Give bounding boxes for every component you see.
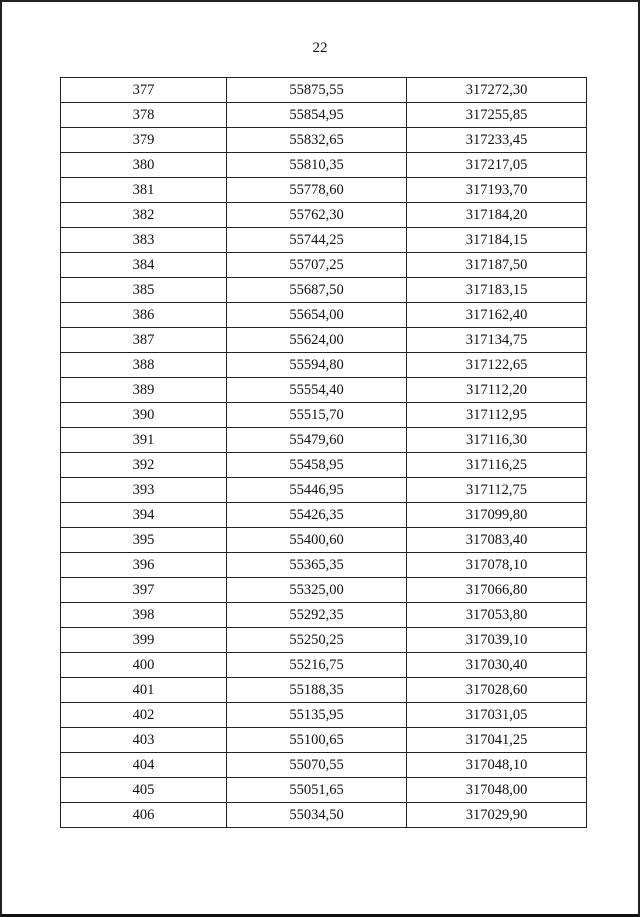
x-coordinate-cell: 55216,75 xyxy=(227,653,407,678)
x-coordinate-cell: 55250,25 xyxy=(227,628,407,653)
table-row xyxy=(61,353,587,378)
y-coordinate-cell: 317078,10 xyxy=(407,553,587,578)
table-row xyxy=(61,478,587,503)
table-row xyxy=(61,578,587,603)
y-coordinate-cell: 317083,40 xyxy=(407,528,587,553)
y-coordinate-cell: 317116,30 xyxy=(407,428,587,453)
y-coordinate-cell: 317048,00 xyxy=(407,778,587,803)
x-coordinate-cell: 55325,00 xyxy=(227,578,407,603)
table-row xyxy=(61,103,587,128)
point-number-cell: 388 xyxy=(61,353,227,378)
point-number-cell: 397 xyxy=(61,578,227,603)
y-coordinate-cell: 317122,65 xyxy=(407,353,587,378)
point-number-cell: 382 xyxy=(61,203,227,228)
x-coordinate-cell: 55744,25 xyxy=(227,228,407,253)
table-row xyxy=(61,128,587,153)
point-number-cell: 403 xyxy=(61,728,227,753)
table-row xyxy=(61,703,587,728)
y-coordinate-cell: 317193,70 xyxy=(407,178,587,203)
table-row xyxy=(61,328,587,353)
point-number-cell: 392 xyxy=(61,453,227,478)
x-coordinate-cell: 55479,60 xyxy=(227,428,407,453)
table-row xyxy=(61,753,587,778)
point-number-cell: 400 xyxy=(61,653,227,678)
x-coordinate-cell: 55446,95 xyxy=(227,478,407,503)
point-number-cell: 404 xyxy=(61,753,227,778)
table-row xyxy=(61,528,587,553)
y-coordinate-cell: 317272,30 xyxy=(407,78,587,103)
y-coordinate-cell: 317184,20 xyxy=(407,203,587,228)
y-coordinate-cell: 317233,45 xyxy=(407,128,587,153)
table-row xyxy=(61,678,587,703)
table-row xyxy=(61,203,587,228)
page-number: 22 xyxy=(312,40,328,56)
x-coordinate-cell: 55400,60 xyxy=(227,528,407,553)
point-number-cell: 384 xyxy=(61,253,227,278)
table-row xyxy=(61,178,587,203)
table-row xyxy=(61,628,587,653)
x-coordinate-cell: 55778,60 xyxy=(227,178,407,203)
y-coordinate-cell: 317030,40 xyxy=(407,653,587,678)
y-coordinate-cell: 317112,95 xyxy=(407,403,587,428)
table-row xyxy=(61,603,587,628)
point-number-cell: 398 xyxy=(61,603,227,628)
coordinates-table-body xyxy=(61,78,587,828)
point-number-cell: 383 xyxy=(61,228,227,253)
table-row xyxy=(61,428,587,453)
table-row xyxy=(61,453,587,478)
point-number-cell: 386 xyxy=(61,303,227,328)
table-row xyxy=(61,553,587,578)
table-row xyxy=(61,653,587,678)
x-coordinate-cell: 55624,00 xyxy=(227,328,407,353)
table-row xyxy=(61,403,587,428)
table-row xyxy=(61,253,587,278)
table-row xyxy=(61,153,587,178)
y-coordinate-cell: 317112,20 xyxy=(407,378,587,403)
y-coordinate-cell: 317116,25 xyxy=(407,453,587,478)
y-coordinate-cell: 317066,80 xyxy=(407,578,587,603)
x-coordinate-cell: 55515,70 xyxy=(227,403,407,428)
x-coordinate-cell: 55188,35 xyxy=(227,678,407,703)
x-coordinate-cell: 55810,35 xyxy=(227,153,407,178)
x-coordinate-cell: 55875,55 xyxy=(227,78,407,103)
y-coordinate-cell: 317187,50 xyxy=(407,253,587,278)
point-number-cell: 406 xyxy=(61,803,227,828)
table-row xyxy=(61,278,587,303)
x-coordinate-cell: 55458,95 xyxy=(227,453,407,478)
point-number-cell: 396 xyxy=(61,553,227,578)
x-coordinate-cell: 55707,25 xyxy=(227,253,407,278)
point-number-cell: 385 xyxy=(61,278,227,303)
point-number-cell: 394 xyxy=(61,503,227,528)
y-coordinate-cell: 317029,90 xyxy=(407,803,587,828)
point-number-cell: 399 xyxy=(61,628,227,653)
point-number-cell: 395 xyxy=(61,528,227,553)
y-coordinate-cell: 317041,25 xyxy=(407,728,587,753)
point-number-cell: 389 xyxy=(61,378,227,403)
y-coordinate-cell: 317031,05 xyxy=(407,703,587,728)
y-coordinate-cell: 317099,80 xyxy=(407,503,587,528)
point-number-cell: 393 xyxy=(61,478,227,503)
y-coordinate-cell: 317048,10 xyxy=(407,753,587,778)
table-row xyxy=(61,803,587,828)
x-coordinate-cell: 55687,50 xyxy=(227,278,407,303)
coordinates-table xyxy=(60,77,587,828)
point-number-cell: 387 xyxy=(61,328,227,353)
point-number-cell: 378 xyxy=(61,103,227,128)
point-number-cell: 390 xyxy=(61,403,227,428)
y-coordinate-cell: 317162,40 xyxy=(407,303,587,328)
x-coordinate-cell: 55426,35 xyxy=(227,503,407,528)
point-number-cell: 405 xyxy=(61,778,227,803)
point-number-cell: 380 xyxy=(61,153,227,178)
table-row xyxy=(61,503,587,528)
x-coordinate-cell: 55832,65 xyxy=(227,128,407,153)
table-row xyxy=(61,728,587,753)
point-number-cell: 381 xyxy=(61,178,227,203)
x-coordinate-cell: 55100,65 xyxy=(227,728,407,753)
x-coordinate-cell: 55762,30 xyxy=(227,203,407,228)
y-coordinate-cell: 317217,05 xyxy=(407,153,587,178)
point-number-cell: 391 xyxy=(61,428,227,453)
y-coordinate-cell: 317028,60 xyxy=(407,678,587,703)
point-number-cell: 379 xyxy=(61,128,227,153)
x-coordinate-cell: 55654,00 xyxy=(227,303,407,328)
x-coordinate-cell: 55070,55 xyxy=(227,753,407,778)
x-coordinate-cell: 55554,40 xyxy=(227,378,407,403)
x-coordinate-cell: 55135,95 xyxy=(227,703,407,728)
table-row xyxy=(61,378,587,403)
x-coordinate-cell: 55292,35 xyxy=(227,603,407,628)
y-coordinate-cell: 317039,10 xyxy=(407,628,587,653)
table-row xyxy=(61,303,587,328)
point-number-cell: 402 xyxy=(61,703,227,728)
table-row xyxy=(61,778,587,803)
y-coordinate-cell: 317053,80 xyxy=(407,603,587,628)
point-number-cell: 377 xyxy=(61,78,227,103)
point-number-cell: 401 xyxy=(61,678,227,703)
y-coordinate-cell: 317112,75 xyxy=(407,478,587,503)
y-coordinate-cell: 317184,15 xyxy=(407,228,587,253)
table-row xyxy=(61,78,587,103)
y-coordinate-cell: 317255,85 xyxy=(407,103,587,128)
y-coordinate-cell: 317134,75 xyxy=(407,328,587,353)
table-row xyxy=(61,228,587,253)
y-coordinate-cell: 317183,15 xyxy=(407,278,587,303)
x-coordinate-cell: 55365,35 xyxy=(227,553,407,578)
x-coordinate-cell: 55594,80 xyxy=(227,353,407,378)
x-coordinate-cell: 55051,65 xyxy=(227,778,407,803)
x-coordinate-cell: 55034,50 xyxy=(227,803,407,828)
x-coordinate-cell: 55854,95 xyxy=(227,103,407,128)
